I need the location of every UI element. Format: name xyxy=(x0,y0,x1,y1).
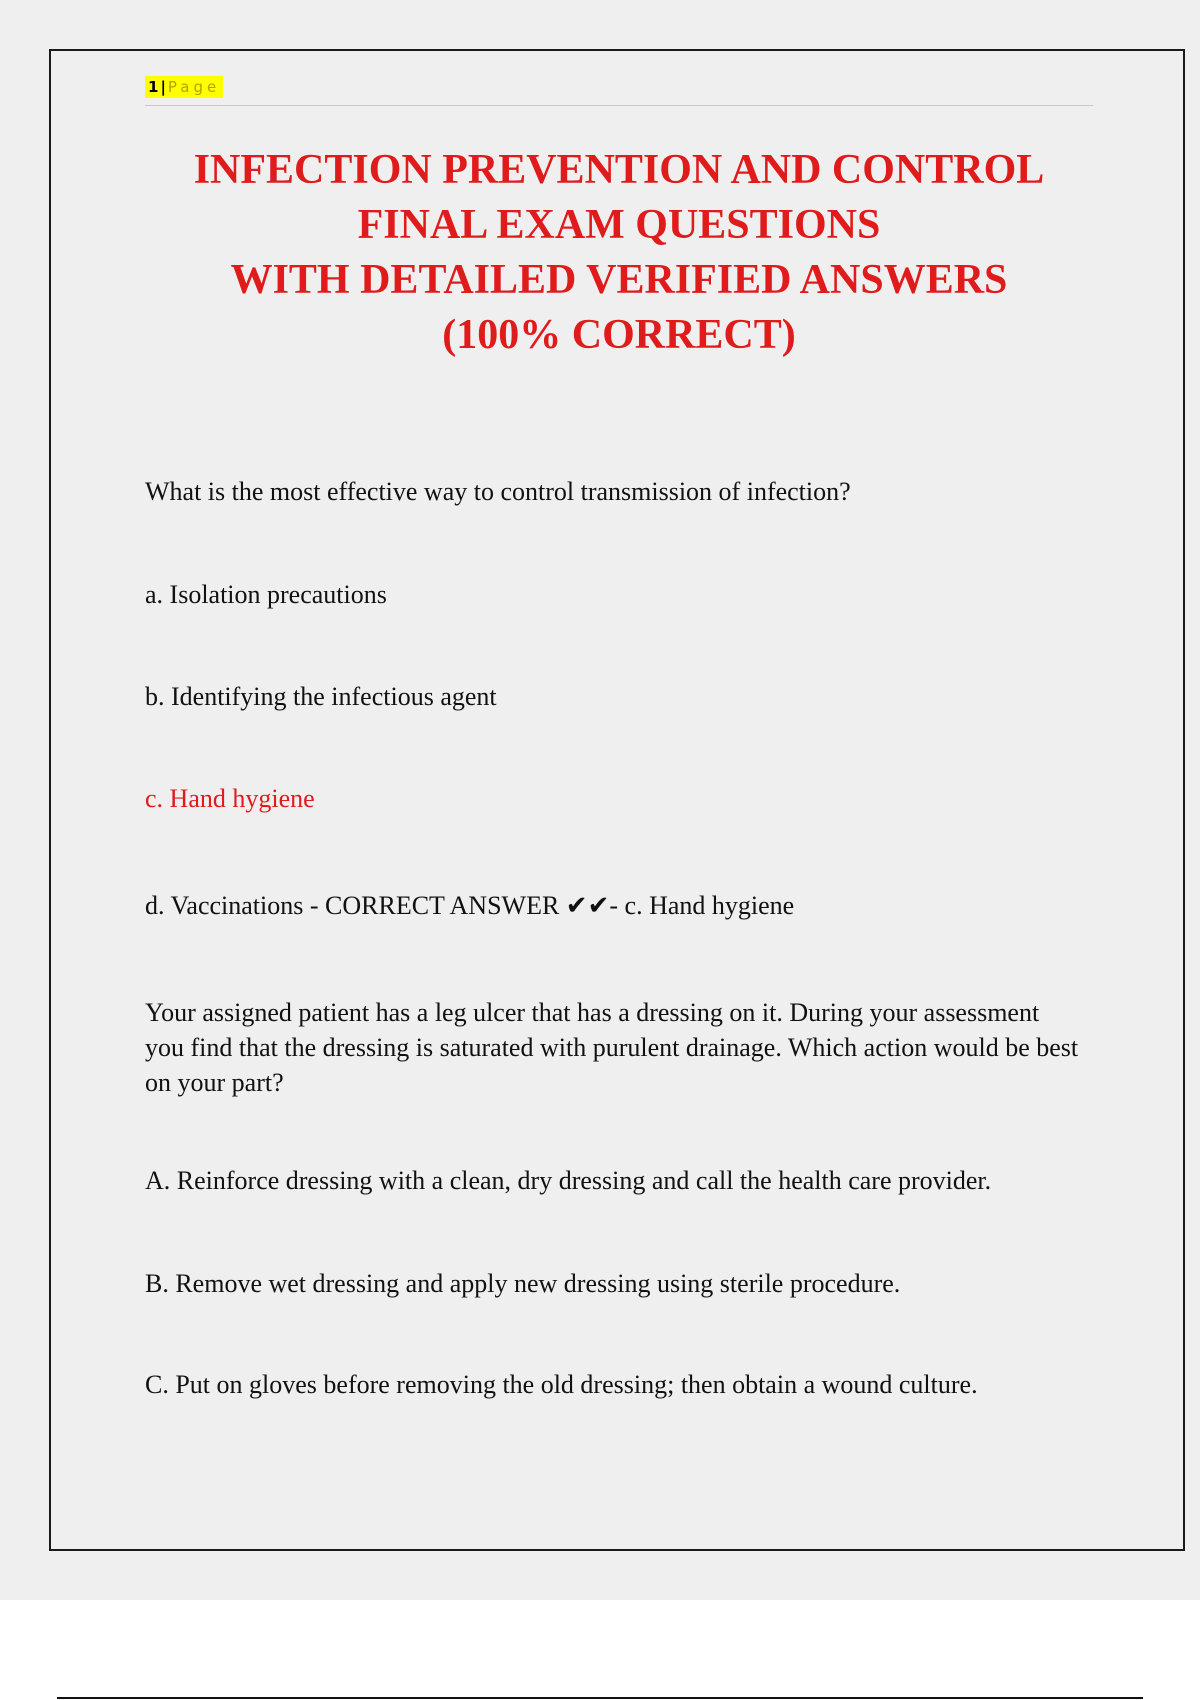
question-1-text: What is the most effective way to control transmission of infection? xyxy=(145,477,851,506)
question-1-option-a: a. Isolation precautions xyxy=(145,580,387,609)
title-line-2: FINAL EXAM QUESTIONS xyxy=(357,202,881,248)
document-title xyxy=(145,143,1093,363)
question-1-option-d-with-answer: d. Vaccinations - CORRECT ANSWER ✔✔- c. Hand hygiene xyxy=(145,891,795,920)
question-2-text: Your assigned patient has a leg ulcer that has a dressing on it. During your assessment you find that the dressing is saturated with purulent drainage. Which action would be best on your part? xyxy=(145,998,1079,1097)
title-line-4: (100% CORRECT) xyxy=(442,312,796,358)
title-line-3: WITH DETAILED VERIFIED ANSWERS xyxy=(230,257,1008,303)
page-word: Page xyxy=(167,78,221,96)
page-header xyxy=(145,75,1093,106)
page-number-label xyxy=(145,76,223,98)
bottom-divider xyxy=(57,1697,1143,1699)
question-2-option-c: C. Put on gloves before removing the old dressing; then obtain a wound culture. xyxy=(145,1370,978,1399)
page-border xyxy=(49,49,1185,1551)
page-number: 1 xyxy=(148,78,159,96)
question-2-option-b: B. Remove wet dressing and apply new dressing using sterile procedure. xyxy=(145,1269,901,1298)
title-line-1: INFECTION PREVENTION AND CONTROL xyxy=(193,147,1045,193)
question-1-option-b: b. Identifying the infectious agent xyxy=(145,682,497,711)
page-separator: | xyxy=(160,78,166,96)
question-1-option-c-correct: c. Hand hygiene xyxy=(145,784,315,813)
question-2-option-a: A. Reinforce dressing with a clean, dry dressing and call the health care provider. xyxy=(145,1166,992,1195)
